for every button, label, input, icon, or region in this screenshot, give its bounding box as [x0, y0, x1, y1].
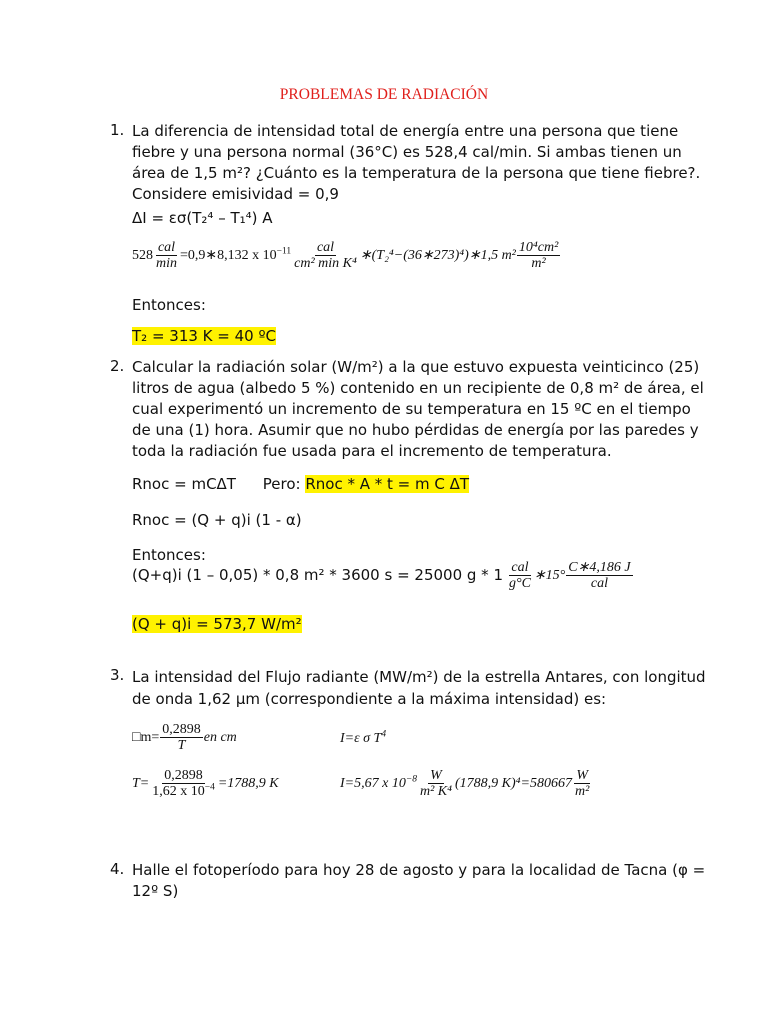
wien-fraction: $\frac{0,2898}{T}$: [162, 722, 201, 753]
rnoc-equation-3: Rnoc = (Q + q)i (1 - α): [132, 511, 302, 529]
answer-highlight: T₂ = 313 K = 40 ºC: [132, 327, 277, 345]
problem-4-line-1: Halle el fotoperíodo para hoy 28 de agosto y para la localidad de Tacna (φ =: [132, 861, 706, 879]
problem-1-answer: [132, 326, 276, 347]
problem-3-statement: [132, 666, 706, 710]
problem-4-statement: [132, 860, 706, 902]
problem-1-line-1: La diferencia de intensidad total de energía entre una persona que tiene: [132, 122, 679, 140]
intensity-units: $\frac{W}{\text{m² K⁴}}$: [420, 768, 453, 799]
calc-fraction-cal: $\frac{\text{cal}}{g^\circ C}$: [509, 560, 531, 591]
temperature-fraction: $\frac{0,2898}{1,62 x 10^{-4}}$: [152, 768, 215, 799]
problem-2-then: Entonces:: [132, 546, 206, 564]
wien-unit: en cm: [203, 729, 237, 745]
problem-2-number: 2.: [110, 357, 125, 375]
problem-3-intensity-equation: [340, 768, 592, 799]
problem-4-line-2: 12º S): [132, 882, 179, 900]
problem-1-statement: [132, 121, 701, 205]
intensity-result-units: $\frac{W}{\text{m²}}$: [575, 768, 590, 799]
problem-1-line-2: fiebre y una persona normal (36°C) es 528,4 cal/min. Si ambas tienen un: [132, 143, 682, 161]
calc-mid: ∗15°: [533, 568, 566, 583]
problem-1-then: Entonces:: [132, 296, 206, 314]
intensity-coef: I=5,67 x $10^{-8}$: [340, 773, 417, 791]
problem-3-number: 3.: [110, 666, 125, 684]
problem-3-wien-equation: [132, 722, 237, 753]
problem-3-stefan-equation: I=ε σ $T^4$: [340, 729, 387, 746]
calc-fraction-joule: $\frac{C∗4,186 J}{\text{cal}}$: [568, 560, 631, 591]
answer-highlight: (Q + q)i = 573,7 W/m²: [132, 615, 302, 633]
rnoc-equation-1: Rnoc = mCΔT: [132, 475, 236, 493]
eq-fraction-cal-min: $\frac{\text{cal}}{\min}$: [156, 240, 177, 271]
problem-1-line-4: Considere emisividad = 0,9: [132, 185, 339, 203]
problem-2-calculation: [132, 560, 634, 591]
problem-4-number: 4.: [110, 860, 125, 878]
problem-3-line-2: de onda 1,62 μm (correspondiente a la máxima intensidad) es:: [132, 690, 607, 708]
pero-label: Pero:: [262, 475, 301, 493]
eq-coefficient: =0,9∗8,132 x $10^{-11}$: [180, 246, 292, 263]
problem-2-rnoc-line: [132, 474, 469, 495]
rnoc-equation-2: Rnoc * A * t = m C ΔT: [305, 475, 470, 493]
page-title: PROBLEMAS DE RADIACIÓN: [279, 86, 489, 103]
problem-2-line-2: litros de agua (albedo 5 %) contenido en un recipiente de 0,8 m² de área, el: [132, 379, 704, 397]
problem-2-line-5: toda la radiación fue usada para el incremento de temperatura.: [132, 442, 612, 460]
intensity-result: (1788,9 K)⁴=580667: [455, 775, 572, 791]
problem-3-line-1: La intensidad del Flujo radiante (MW/m²) de la estrella Antares, con longitud: [132, 668, 706, 686]
problem-2-line-1: Calcular la radiación solar (W/m²) a la que estuvo expuesta veinticinco (25): [132, 358, 700, 376]
temperature-result: =1788,9 K: [217, 775, 279, 791]
eq-bracket-term: ∗(T₂⁴−(36∗273)⁴)∗1,5 m²: [359, 248, 516, 263]
eq-fraction-units: $\frac{\text{cal}}{\text{cm² min K⁴}}$: [294, 240, 357, 271]
problem-1-equation: [132, 240, 561, 271]
problem-3-temperature-equation: [132, 768, 279, 799]
eq-fraction-conversion: $\frac{\text{10⁴cm²}}{\text{m²}}$: [518, 240, 559, 271]
problem-2-statement: [132, 357, 704, 462]
problem-2-answer: [132, 614, 302, 635]
calc-text: (Q+q)i (1 – 0,05) * 0,8 m² * 3600 s = 25000 g * 1: [132, 566, 503, 584]
temperature-lhs: T=: [132, 775, 150, 791]
lambda-max: □m=: [132, 729, 160, 745]
eq-lhs-value: 528: [132, 247, 153, 263]
problem-1-formula: ΔI = εσ(T₂⁴ – T₁⁴) A: [132, 209, 273, 227]
problem-2-line-4: de una (1) hora. Asumir que no hubo pérdidas de energía por las paredes y: [132, 421, 699, 439]
problem-1-line-3: área de 1,5 m²? ¿Cuánto es la temperatura de la persona que tiene fiebre?.: [132, 164, 701, 182]
problem-2-line-3: cual experimentó un incremento de su temperatura en 15 ºC en el tiempo: [132, 400, 691, 418]
problem-1-number: 1.: [110, 121, 125, 139]
